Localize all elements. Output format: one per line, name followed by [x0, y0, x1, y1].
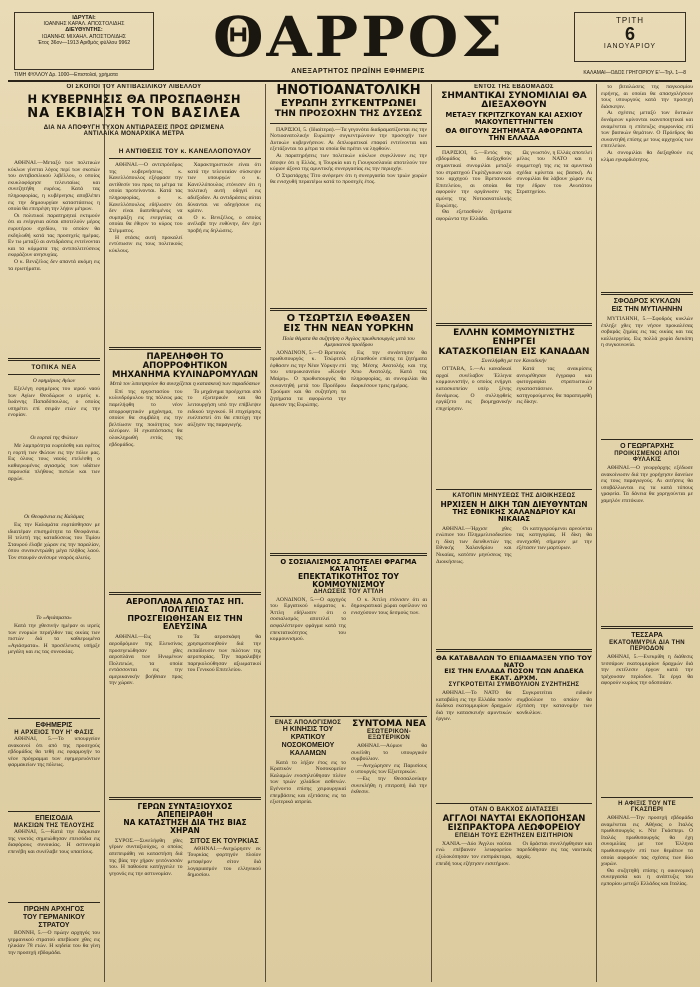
clinic-kicker: ΕΝΑΣ ΑΠΟΛΟΓΙΣΜΟΣ: [274, 719, 342, 726]
spy-headline-2: ΚΑΤΑΣΚΟΠΕΙΑΝ ΕΙΣ ΚΑΝΑΔΑΝ: [438, 346, 590, 357]
weekday: ΤΡΙΤΗ: [615, 16, 645, 25]
column-3: [270, 84, 427, 982]
news-headline: ΣΥΝΤΟΜΑ ΝΕΑ: [352, 718, 426, 729]
sailors-headline-2: ΕΙΣΠΡΑΚΤΟΡΑ ΛΕΩΦΟΡΕΙΟΥ: [447, 822, 581, 833]
column-2: [109, 148, 261, 982]
episodeia-sub: ΜΑΚΣΙΩΝ ΤΗΣ ΤΕΛΟΥΣΗΣ: [13, 823, 95, 829]
sailors-sub: ΕΠΕΙΔΗ ΤΟΥΣ ΕΖΗΤΗΣΕΝ ΕΙΣΙΤΗΡΙΟΝ: [454, 832, 574, 839]
nato-headline-2: ΕΙΣ ΤΗΝ ΕΛΛΑΔΑ ΠΟΣΟΝ ΤΩΝ ΑΩΔΕΚΑ ΕΚΑΤ. ΔΡΧΜ.: [444, 667, 584, 683]
churchill-sub: Ποία θέματα θα συζητήση ο Άγγλος πρωθυπουργός μετά του Αμερικανού προέδρου: [282, 335, 415, 348]
price-line: ΤΙΜΗ ΦΥΛΛΟΥ Δρ. 1000—Επιστολαί, χρήματα: [14, 72, 118, 78]
balkans-headline-2: ΕΥΡΩΠΗ ΣΥΓΚΕΝΤΡΩΝΕΙ: [280, 97, 417, 109]
section-divider: [270, 123, 427, 124]
aircraft-headline-2: ΠΡΟΣΓΕΙΩΘΗΣΑΝ ΕΙΣ ΤΗΝ ΕΛΕΥΣΙΝΑ: [127, 613, 243, 631]
elderly-headline-2: ΝΑ ΚΑΤΑΣΤΗΣΗ ΔΙΑ ΤΗΣ ΒΙΑΣ ΧΗΡΑΝ: [123, 818, 247, 835]
farmer-text: ΑΘΗΝΑΙ.—Ο γεωργάρχης εξέδωσε ανακοίνωσιν διά την χορήγησιν δανείων εις τους παραγωγούς. Αι αιτήσεις θα υποβάλλωνται εις τα κατά τόπους γραφεία. Τα δάνεια θα χορηγούνται με χαμηλόν επιτόκιον.: [601, 465, 693, 504]
balkans-headline-3: ΤΗΝ ΠΡΟΣΟΧΗΝ ΤΗΣ ΔΥΣΕΩΣ: [274, 109, 423, 120]
balkans-headline-1: ΗΝΟΤΙΟΑΝΑΤΟΛΙΚΗ: [276, 84, 421, 98]
local-headline-4: Το «Αγιάσματα»: [36, 615, 72, 621]
news-sub: ΕΣΩΤΕΡΙΚΟΝ-ΕΞΩΤΕΡΙΚΟΝ: [366, 729, 412, 742]
gasperi-text: ΑΘΗΝΑΙ.—Την προσεχή εβδομάδα αναμένεται εις Αθήνας ο Ιταλός πρωθυπουργός κ. Ντε Γκάσπερι. Ο Ιταλός πρωθυπουργός θα έχη συνομιλίας με τον Έλληνα πρωθυπουργόν επί των θεμάτων τα οποία αφορούν τας σχέσεις των δύο χωρών. Θα συζητηθή επίσης η οικονομική συνεργασία και η ανάπτυξις του εμπορίου μεταξύ Ελλάδος και Ιταλίας.: [601, 815, 693, 887]
address-line: ΚΑΛΑΜΑΙ—ΟΔΟΣ ΓΡΗΓΟΡΙΟΥ Ε'—Τηλ. 1—8: [583, 70, 686, 76]
sitos-headline: ΣΙΤΟΣ ΕΚ ΤΟΥΡΚΙΑΣ: [189, 837, 259, 845]
talks-headline-3: ΘΑ ΘΙΓΟΥΝ ΖΗΤΗΜΑΤΑ ΑΦΟΡΩΝΤΑ ΤΗΝ ΕΛΛΑΔΑ: [445, 127, 583, 143]
section-divider: [601, 797, 693, 798]
nato-headline-1: ΘΑ ΚΑΤΑΒΑΛΩΝ ΤΟ ΕΠΙΔΑΜΑΞΕΝ ΥΠΟ ΤΟΥ ΝΑΤΟ: [436, 653, 592, 669]
spy-sub: Συνελήφθη με τον Καναδικήν: [481, 358, 547, 365]
founders-name-1: ΙΩΑΝΝΗΣ ΚΑΡΑΛ. ΑΠΟΣΤΟΛΙΔΗΣ: [43, 21, 125, 28]
ephemeris-headline: ΕΦΗΜΕΡΙΣ: [35, 722, 73, 729]
local-text-1: Εξελέγη εφημέριος του ιερού ναού των Αγίων Θεοδώρων ο ιερεύς κ. Ιωάννης Παπαδόπουλος, ο οποίος υπηρέτει επί σειράν ετών εις την ενορίαν.: [8, 386, 100, 419]
gasperi-headline: Η ΑΦΙΞΙΣ ΤΟΥ ΝΤΕ ΓΚΑΣΠΕΡΙ: [618, 801, 676, 813]
trial-headline-1: ΗΡΧΙΣΕΝ Η ΔΙΚΗ ΤΩΝ ΔΙΕΥΘΥΝΤΩΝ: [440, 500, 588, 510]
column-rule: [431, 84, 432, 982]
extraction-headline-1: ΠΑΡΕΛΗΦΘΗ ΤΟ ΑΠΟΡΡΟΦΗΤΙΚΟΝ: [142, 352, 228, 371]
ephemeris-sub: Η ΑΡΧΕΙΟΣ ΤΟΥ Η' ΦΑΣΙΣ: [14, 730, 94, 736]
column-5: [601, 84, 693, 982]
section-divider: [8, 374, 100, 375]
date-box: [574, 12, 686, 62]
section-divider: [601, 439, 693, 440]
churchill-headline-1: Ο ΤΣΩΡΤΣΙΛ ΕΦΘΑΣΕΝ: [286, 312, 411, 324]
clinic-headline-2: ΝΟΣΟΚΟΜΕΙΟΥ ΚΑΛΑΜΩΝ: [281, 741, 335, 757]
churchill-text: ΛΟΝΔΙΝΟΝ, 5.—Ο Βρετανός πρωθυπουργός κ. Τσώρτσιλ έφθασεν εις την Νέαν Υόρκην επί του υπερωκεανείου «Κουήν Μαίρη». Ο πρωθυπουργός θα συναντηθή μετά του Προέδρου Τρούμαν και θα συζητήση τα ζητήματα τα αφορώντα την άμυναν της Ευρώπης. Εις την συνάντησιν θα εξετασθούν επίσης τα ζητήματα της Μέσης Ανατολής και της Άπω Ανατολής. Κατά τας πληροφορίας, αι συνομιλίαι θα διαρκέσουν τρεις ημέρας.: [270, 349, 427, 409]
elderly-text: ΣΥΡΟΣ.—Συνελήφθη χθες γέρων συνταξιούχος, ο οποίος απεπειράθη να καταστήση διά της βίας την χήραν γειτόνισσάν του. Η παθούσα κατήγγειλε το γεγονός εις την αστυνομίαν. ΣΙΤΟΣ ΕΚ ΤΟΥΡΚΙΑΣ ΑΘΗΝΑΙ.—Ανεχώρησεν εκ Τουρκίας φορτηγόν πλοίον μεταφέρον σίτον διά λογαριασμόν του ελληνικού δημοσίου.: [109, 837, 261, 879]
lead-kicker: ΟΙ ΣΚΟΠΟΙ ΤΟΥ ΑΝΤΙΒΑΣΙΛΙΚΟΥ ΛΙΒΕΛΛΟΥ: [66, 84, 202, 90]
section-divider: [109, 592, 261, 595]
column-rule: [265, 84, 266, 982]
balkans-text: ΠΑΡΙΣΙΟΙ, 5. (Ιδιαίτερα).—Τα γεγονότα διαδραματίζονται εις την Νοτιοανατολικήν Ευρώπην συγκεντρώνουν την προσοχήν των Δυτικών κυβερνήσεων. Αι διπλωματικαί επαφαί εντείνονται και εξετάζονται τα μέτρα τα οποία θα πρέπει να ληφθούν. Αι παρατηρήσεις των πολιτικών κύκλων συγκλίνουν εις την άποψιν ότι η Ελλάς, η Τουρκία και η Γιουγκοσλαυία αποτελούν τον κύριον άξονα της αμυντικής συνεργασίας εις την περιοχήν. Ο Στρατάρχης Τίτο ανέφερεν ότι η συνεργασία των τριών χωρών θα ενισχυθή περαιτέρω κατά το προσεχές έτος.: [270, 126, 427, 186]
talks-text: ΠΑΡΙΣΙΟΙ, 5.—Εντός της εβδομάδος θα διεξαχθούν σημαντικαί συνομιλίαι μεταξύ του στρατηγού Γκρίτζγκουαν και του αρχηγού του Βρετανικού Επιτελείου, αι οποίαι θα αφορούν την οργάνωσιν της αμύνης της Νοτιοανατολικής Ευρώπης. Θα εξετασθούν ζητήματα αφορώντα την Ελλάδα. Ως γνωστόν, η Ελλάς αποτελεί μέλος του ΝΑΤΟ και η συμμετοχή της εις τα αμυντικά σχέδια κρίνεται ως βασική. Αι συνομιλίαι θα λάβουν χώραν εις την έδραν του Ανωτάτου Στρατηγείου.: [436, 149, 592, 222]
trial-kicker: ΚΑΤΟΠΙΝ ΜΗΝΥΣΕΩΣ ΤΗΣ ΔΙΟΙΚΗΣΕΩΣ: [452, 493, 576, 500]
episodeia-text: ΑΘΗΝΑΙ, 5.—Κατά την διάρκειαν της νυκτός σημειώθησαν επεισόδια εις διαφόρους συνοικίας. Η αστυνομία επενέβη και συνέλαβε τους υπαιτίους.: [8, 829, 100, 855]
sailors-headline-1: ΑΓΓΛΟΙ ΝΑΥΤΑΙ ΕΚΛΟΠΟΗΣΑΝ: [442, 813, 586, 824]
trial-headline-2: ΤΗΣ ΕΘΝΙΚΗΣ ΧΑΛΑΝΔΡΙΟΥ ΚΑΙ ΝΙΚΑΙΑΣ: [452, 508, 576, 524]
section-divider: [109, 347, 261, 350]
section-divider: [436, 649, 592, 652]
local-headline-3: Οι Θεοφάνεια εις Καλάμας: [24, 514, 84, 520]
section-divider: [270, 553, 427, 556]
extraction-headline-2: ΜΗΧΑΝΗΜΑ ΚΥΛΙΝΔΡΟΜΥΛΩΝ: [111, 369, 259, 380]
month: ΙΑΝΟΥΑΡΙΟΥ: [603, 43, 657, 50]
section-divider: [109, 158, 261, 159]
four-millions-headline-2: ΕΚΑΤΟΜΜΥΡΙΑ ΔΙΑ ΤΗΝ ΠΕΡΙΟΔΟΝ: [609, 640, 685, 652]
churchill-headline-2: ΕΙΣ ΤΗΝ ΝΕΑΝ ΥΟΡΚΗΝ: [283, 323, 414, 335]
farmer-headline-2: ΠΡΟΙΚΙΣΜΕΝΟΙ ΑΠΟΙ ΦΥΛΑΚΙΣ: [614, 451, 680, 463]
section-divider: [436, 146, 592, 147]
spy-text: ΟΤΤΑΒΑ, 5.—Αι καναδικαί αρχαί συνέλαβον Έλληνα κομμουνιστήν, ο οποίος ενήργει κατασκοπείαν υπέρ ξένης δυνάμεως. Ο συλληφθείς εργάζετο εις βιομηχανικήν επιχείρησιν. Κατά τας ανακρίσεις ανευρέθησαν έγγραφα και φωτογραφίαι στρατιωτικών εγκαταστάσεων. Ο κατηγορούμενος θα παραπεμφθή εις δίκην.: [436, 366, 592, 412]
lead-deck-1: ΔΙΑ ΝΑ ΑΠΟΦΥΓΗ ΤΥΧΟΝ ΑΝΤΙΔΡΑΣΕΙΣ ΠΡΟΣ ΩΡΙΣΜΕΝΑ: [43, 124, 225, 131]
local-headline-1: Ο εφημέριος Αγίων: [32, 378, 76, 384]
talks-headline-1: ΣΗΜΑΝΤΙΚΑΙ ΣΥΝΟΜΙΛΙΑΙ ΘΑ ΔΙΕΞΑΧΘΟΥΝ: [441, 91, 587, 111]
sailors-text: ΧΑΝΙΑ.—Δύο Άγγλοι ναύται ενώ επέβαινον λεωφορείου εξυλοκόπησαν τον εισπράκτορα, επειδή τους εζήτησεν εισιτήριον. Οι δράσται συνελήφθησαν και παρεδόθησαν εις τας ναυτικάς αρχάς.: [436, 840, 592, 867]
last-text: ΒΟΝΝΗ, 5.—Ο πρώην αρχηγός του γερμανικού στρατού απεβίωσε χθες εις ηλικίαν 78 ετών. Η κηδεία του θα γίνη την προσεχή εβδομάδα.: [8, 930, 100, 956]
extraction-sub: Μετά τον λιποτρηνίον θα συνεχίζεται η κατασκευή των παραδόσεων: [109, 380, 261, 387]
antithesis-text: ΑΘΗΝΑΙ.—Ο αντιπρόεδρος της κυβερνήσεως κ. Κανελλόπουλος εξέφρασε την αντίθεσίν του προς τα μέτρα τα οποία προτείνονται. Κατά τας πληροφορίας, ο κ. Κανελλόπουλος εδήλωσεν ότι δεν είναι διατεθειμένος να συμπράξη εις ενεργείας αι οποίαι θα έθιγον το κύρος του Στέμματος. Η στάσις αυτή προκαλεί εντύπωσιν εις τους πολιτικούς κύκλους. Χαρακτηριστικόν είναι ότι κατά την τελευταίαν σύσκεψιν των υπουργών ο κ. Κανελλόπουλος ετόνισεν ότι η πολιτική αυτή οδηγεί εις αδιέξοδον. Αι αντιδράσεις αύται δύνανται να οδηγήσουν εις κρίσιν. Ο κ. Βενιζέλος, ο οποίος ανέλαβε την ευθύνην, δεν έχει προβή εις δηλώσεις.: [109, 162, 261, 254]
section-divider: [109, 797, 261, 800]
section-divider: [270, 716, 427, 717]
director-label: ΔΙΕΥΘΥΝΤΗΣ:: [65, 27, 103, 34]
section-divider: [436, 323, 592, 326]
antithesis-kicker: Η ΑΝΤΙΘΕΣΙΣ ΤΟΥ κ. ΚΑΝΕΛΛΟΠΟΥΛΟΥ: [118, 148, 252, 155]
day-number: 6: [624, 24, 635, 44]
column-rule: [596, 84, 597, 982]
news-text: ΑΘΗΝΑΙ.—Αύριον θα συνέλθη το υπουργικόν συμβούλιον. —Ανεχώρησεν εις Παρισίους ο υπουργός των Εξωτερικών. —Εις την Θεσσαλονίκην συνεκλήθη η επιτροπή διά την έκθεσιν.: [351, 743, 427, 796]
local-text-4: Κατά την χθεσινήν ημέραν οι ιερείς των ενοριών περιήλθον τας οικίας των πιστών διά τα καθιερωμένα «Αγιάσματα». Η προσέλευσις υπήρξε μεγάλη και εις τας συνοικίας.: [8, 623, 100, 656]
aircraft-headline-1: ΑΕΡΟΠΛΑΝΑ ΑΠΟ ΤΑΣ ΗΠ. ΠΟΛΙΤΕΙΑΣ: [126, 596, 244, 615]
local-text-3: Εις την Καλαμάτα εορτάσθησαν με ιδιαιτέραν επισημότητα τα Θεοφάνεια. Η τελετή της καταδύσεως του Τιμίου Σταυρού έλαβε χώραν εις την παραλίαν, όπου συνεκεντρώθη μέγα πλήθος λαού. Τον σταυρόν ανέσυρε νεαρός αλιεύς.: [8, 522, 100, 561]
socialism-sub: ΔΗΛΩΣΕΙΣ ΤΟΥ ΑΤΤΛΗ: [313, 588, 384, 595]
founders-box: [14, 12, 154, 70]
ephemeris-text: ΑΘΗΝΑΙ, 5.—Το υπουργείον ανακοινοί ότι από της προσεχούς εβδομάδος θα τεθή εις εφαρμογήν το νέον πρόγραμμα των εφημερευόντων φαρμακείων της πόλεως.: [8, 736, 100, 769]
section-divider: [601, 626, 693, 629]
section-divider: [8, 811, 100, 812]
sailors-kicker: ΟΤΑΝ Ο ΒΑΚΧΟΣ ΔΙΑΤΑΣΣΕΙ: [469, 806, 559, 813]
lead-headline-2: ΝΑ ΕΚΒΙΑΣΗ ΤΟΝ ΒΑΣΙΛΕΑ: [27, 106, 241, 122]
lead-body-text: ΑΘΗΝΑΙ.—Μεταξύ των πολιτικών κύκλων γίνεται λόγος περί των σκοπών του αντιβασιλικού λιβέλλου, ο οποίος εκυκλοφόρησε τελευταίως και συνεζητήθη ευρέως. Κατά τας πληροφορίας, η κυβέρνησις αποβλέπει εις την δημιουργίαν καταστάσεως η οποία θα επιτρέψη την λήψιν μέτρων. Οι πολιτικοί παρατηρηταί εκτιμούν ότι αι ενέργειαι αύται αποτελούν μέρος ευρυτέρου σχεδίου, το οποίον θα εκδηλωθή κατά τας προσεχείς ημέρας. Εν τω μεταξύ αι αντιδράσεις εντείνονται και τα κόμματα της αντιπολιτεύσεως εκφράζουν ανησυχίας. Ο κ. Βενιζέλος δεν απαντά ακόμη εις τα ερωτήματα.: [8, 160, 100, 272]
newspaper-slogan: ΑΝΕΞΑΡΤΗΤΟΣ ΠΡΩΪΝΗ ΕΦΗΜΕΡΙΣ: [291, 68, 425, 75]
founders-label: ΙΔΡΥΤΑΙ:: [72, 15, 96, 21]
col5-top-text: το βιταλώσεις της παγκοσμίου ειρήνης, αι οποίαι θα απασχολήσουν τους υπουργούς κατά την προσεχή διάσκεψιν. Αι σχέσεις μεταξύ των δυτικών δυνάμεων κρίνονται ικανοποιητικαί και αναμένεται η επίτευξις συμφωνίας επί των βασικών θεμάτων. Ο Πρόεδρος θα συναντηθή επίσης με τους αρχηγούς των επιτελείων. Αι συνομιλίαι θα διεξαχθούν εις κλίμα εγκαρδιότητος.: [601, 84, 693, 163]
nato-sub: ΣΥΓΚΡΟΤΕΙΤΑΙ ΣΥΜΒΟΥΛΙΟΝ ΣΥΖΗΤΗΣΗΣ: [448, 681, 580, 688]
column-1: [8, 160, 100, 982]
section-divider: [436, 489, 592, 490]
four-millions-text: ΑΘΗΝΑΙ, 5.—Ενεκρίθη η διάθεσις τεσσάρων εκατομμυρίων δραχμών διά την εκτέλεσιν έργων κατά την τρέχουσαν περίοδον. Τα έργα θα αφορούν κυρίως την οδοποιίαν.: [601, 654, 693, 687]
spy-headline-1: ΕΛΛΗΝ ΚΟΜΜΟΥΝΙΣΤΗΣ ΕΝΗΡΓΕΙ: [453, 327, 575, 348]
cyclone-text: ΜΥΤΙΛΗΝΗ, 5.—Σφοδρός κυκλών έπληξε χθες την νήσον προκαλέσας σοβαράς ζημίας εις τας οικίας και τας καλλιεργείας. Εις πολλά χωρία διεκόπη η συγκοινωνία.: [601, 316, 693, 349]
section-divider: [270, 308, 427, 311]
clinic-text: Κατά το λήξαν έτος εις το Κρατικόν Νοσοκομείον Καλαμών ενοσηλεύθησαν πλέον των τριών χιλιάδων ασθενών. Εγένοντο επίσης χειρουργικαί επεμβάσεις και εξετάσεις εις τα εξωτερικά ιατρεία.: [270, 759, 346, 806]
section-divider: [601, 292, 693, 295]
aircraft-text: ΑΘΗΝΑΙ.—Εις το αεροδρόμιον της Ελευσίνος προσεγειώθησαν χθες αεροπλάνα των Ηνωμένων Πολιτειών, τα οποία εντάσσονται εις την αμερικανικήν βοήθειαν προς την χώραν. Τα αεροσκάφη θα χρησιμοποιηθούν διά την εκπαίδευσιν των πιλότων της αεροπορίας. Την παραλαβήν παρηκολούθησαν αξιωματικοί του Γενικού Επιτελείου.: [109, 634, 261, 687]
local-text-2: Με λαμπρότητα εωρτάσθη και εφέτος η εορτή των Φώτων εις την πόλιν μας. Εις όλους τους ναούς ετελέσθη ο καθιερωμένος αγιασμός των υδάτων παρουσία πλήθους πιστών και των αρχών.: [8, 443, 100, 482]
founders-name-2: ΙΩΑΝΝΗΣ ΜΙΧΑΗΛ. ΑΠΟΣΤΟΛΙΔΗΣ: [42, 33, 126, 40]
four-millions-headline-1: ΤΕΣΣΑΡΑ: [631, 632, 663, 639]
talks-kicker: ΕΝΤΟΣ ΤΗΣ ΕΒΔΟΜΑΔΟΣ: [474, 84, 554, 90]
socialism-headline-1: Ο ΣΟΣΙΑΛΙΣΜΟΣ ΑΠΟΤΕΛΕΙ ΦΡΑΓΜΑ ΚΑΤΑ ΤΗΣ: [280, 557, 417, 573]
elderly-headline-1: ΓΕΡΩΝ ΣΥΝΤΑΞΙΟΥΧΟΣ ΑΠΕΠΕΙΡΑΘΗ: [137, 802, 233, 820]
clinic-headline-1: Η ΚΙΝΗΣΙΣ ΤΟΥ ΚΡΑΤΙΚΟΥ: [282, 725, 334, 741]
last-headline-2: ΤΟΥ ΓΕΡΜΑΝΙΚΟΥ ΣΤΡΑΤΟΥ: [22, 914, 86, 929]
socialism-headline-2: ΕΠΕΚΤΑΤΙΚΟΤΗΤΟΣ ΤΟΥ ΚΟΜΜΟΥΝΙΣΜΟΥ: [298, 571, 399, 589]
cyclone-headline-1: ΣΦΟΔΡΟΣ ΚΥΚΛΩΝ: [613, 298, 681, 305]
section-divider: [8, 718, 100, 719]
extraction-text: Επί της εργοστασίου του κυλινδρόμυλου της πόλεως μας παρελήφθη το νέον απορροφητικόν μηχάνημα, το οποίον θα συμβάλη εις την βελτίωσιν της ποιότητος των αλεύρων. Η εγκατάστασις θα ολοκληρωθή εντός της εβδομάδος. Το μηχάνημα προέρχεται από το εξωτερικόν και θα λειτουργήση υπό την επίβλεψιν ειδικού τεχνικού. Η επιχείρησις ευελπιστεί ότι θα επιτύχη την αύξησιν της παραγωγής.: [109, 388, 261, 448]
bottom-split: [270, 720, 427, 890]
column-4: [436, 84, 592, 982]
lead-headline-1: Η ΚΥΒΕΡΝΗΣΙΣ ΘΑ ΠΡΟΣΠΑΘΗΣΗ: [27, 92, 241, 106]
farmer-headline-1: Ο ΓΕΩΡΓΑΡΧΗΣ: [620, 443, 674, 450]
local-headline-2: Οι εορταί της Φώτων: [30, 435, 78, 441]
founders-note: Έτος 36ον—1913 Αριθμός φύλλου 9962: [37, 39, 131, 46]
section-divider: [8, 358, 100, 361]
lead-deck-2: ΑΝΤΙΛΑΪΚΑ ΜΟΝΑΡΧΙΚΑ ΜΕΤΡΑ: [83, 130, 185, 137]
nato-text: ΑΘΗΝΑΙ.—Το ΝΑΤΟ θα καταβάλη εις την Ελλάδα ποσόν δώδεκα εκατομμυρίων δραχμών διά την κατασκευήν αμυντικών έργων. Συγκροτείται ειδικόν συμβούλιον το οποίον θα εξετάση την κατανομήν των κονδυλίων.: [436, 689, 592, 723]
cyclone-headline-2: ΕΙΣ ΤΗΝ ΜΥΤΙΛΗΝΗΝ: [611, 306, 683, 313]
newspaper-logo: ΘΑΡΡΟΣ: [213, 4, 506, 70]
socialism-text: ΛΟΝΔΙΝΟΝ, 5.—Ο αρχηγός του Εργατικού κόμματος κ. Άττλη εδήλωσεν ότι ο σοσιαλισμός αποτελεί το ασφαλέστερον φράγμα κατά της επεκτατικότητος του κομμουνισμού. Ο κ. Άττλη ετόνισεν ότι αι δημοκρατικαί χώραι οφείλουν να ενισχύσουν τους δεσμούς των.: [270, 596, 427, 643]
masthead: [8, 4, 692, 82]
section-divider: [8, 902, 100, 903]
last-headline-1: ΠΡΩΗΝ ΑΡΧΗΓΟΣ: [23, 906, 85, 913]
episodeia-headline: ΕΠΕΙΣΟΔΙΑ: [35, 815, 73, 822]
trial-text: ΑΘΗΝΑΙ.—Ήρχισε χθες ενώπιον του Πλημμελειοδικείου η δίκη των διευθυντών της Εθνικής Χαλανδρίου και Νικαίας, κατόπιν μηνύσεως της Διοικήσεως. Οι κατηγορούμενοι αρνούνται τας κατηγορίας. Η δίκη θα συνεχισθή σήμερον με την εξέτασιν των μαρτύρων.: [436, 525, 592, 565]
section-divider: [436, 803, 592, 804]
section-local-news: ΤΟΠΙΚΑ ΝΕΑ: [31, 364, 77, 371]
talks-headline-2: ΜΕΤΑΞΥ ΓΚΡΙΤΖΓΚΟΥΑΝ ΚΑΙ ΑΣΧΙΟΥ ΜΑΚΟΥΠΕΤΤΗΝΓΤΕΝ: [445, 110, 583, 126]
